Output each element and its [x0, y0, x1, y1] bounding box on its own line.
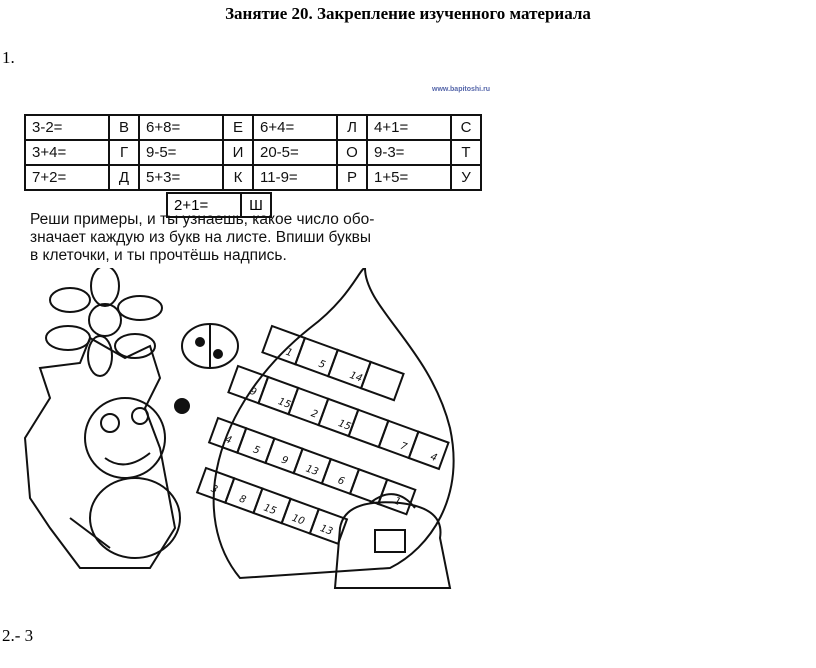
example-expression: 1+5=: [367, 165, 451, 190]
site-watermark: www.bapitoshi.ru: [432, 86, 491, 93]
example-letter: Е: [223, 115, 253, 140]
grid-number: 15: [262, 502, 278, 518]
example-expression: 6+4=: [253, 115, 337, 140]
grid-number: 4: [428, 451, 439, 465]
leaf-shape: [214, 268, 454, 578]
puzzle-grid: [197, 326, 448, 544]
example-expression: 3-2=: [25, 115, 109, 140]
ladybug-icon: [182, 324, 238, 368]
example-letter: О: [337, 140, 367, 165]
grid-row-1: [262, 326, 403, 400]
grid-number: 10: [290, 512, 306, 528]
grid-number: 4: [223, 434, 234, 447]
example-letter: Л: [337, 115, 367, 140]
grid-number: 6: [336, 475, 346, 488]
example-letter: Р: [337, 165, 367, 190]
example-expression: 20-5=: [253, 140, 337, 165]
examples-row: [25, 115, 481, 140]
example-expression: 7+2=: [25, 165, 109, 190]
page-title: Занятие 20. Закрепление изученного материала: [225, 4, 591, 23]
example-expression: 3+4=: [25, 140, 109, 165]
grid-row-2: [228, 366, 448, 469]
examples-table: [24, 114, 482, 191]
example-letter: Т: [451, 140, 481, 165]
examples-row: [25, 140, 481, 165]
example-letter: К: [223, 165, 253, 190]
grid-number: 15: [276, 396, 293, 411]
item-number-2: 2.- 3: [2, 626, 34, 645]
grid-number: 9: [279, 454, 290, 468]
item-number-1: 1.: [2, 48, 15, 67]
instruction-line-3: в клеточки, и ты прочтёшь надпись.: [30, 247, 287, 264]
examples-row: [25, 165, 481, 190]
grid-number: 7: [398, 440, 409, 454]
extra-letter: Ш: [241, 193, 271, 217]
example-letter: Д: [109, 165, 139, 190]
instruction-text: [30, 211, 460, 265]
grid-number: 13: [304, 463, 320, 479]
flower-icon: [46, 268, 162, 376]
grid-number: 5: [317, 358, 327, 372]
grid-number: 14: [348, 369, 364, 385]
example-expression: 9-5=: [139, 140, 223, 165]
hedgehog-illustration: [10, 268, 460, 593]
example-letter: У: [451, 165, 481, 190]
grid-number: 1: [392, 495, 403, 509]
grid-number: 1: [284, 346, 294, 360]
grid-number: 2: [309, 408, 320, 421]
example-letter: И: [223, 140, 253, 165]
grid-number: 5: [251, 444, 262, 457]
extra-expression: 2+1=: [167, 193, 241, 217]
grid-row-4: [197, 468, 347, 544]
example-letter: Г: [109, 140, 139, 165]
example-expression: 4+1=: [367, 115, 451, 140]
instruction-line-2: значает каждую из букв на листе. Впиши буквы: [30, 229, 371, 246]
grid-number: 3: [209, 483, 220, 496]
example-letter: С: [451, 115, 481, 140]
example-expression: 9-3=: [367, 140, 451, 165]
example-letter: В: [109, 115, 139, 140]
example-expression: 5+3=: [139, 165, 223, 190]
grid-number: 15: [336, 418, 353, 433]
instruction-line-1: Реши примеры, и ты узнаешь, какое число обо-: [30, 211, 375, 228]
example-expression: 6+8=: [139, 115, 223, 140]
grid-number: 8: [237, 493, 248, 507]
example-expression: 11-9=: [253, 165, 337, 190]
grid-number: 13: [318, 523, 335, 538]
grid-number: 9: [248, 385, 258, 399]
